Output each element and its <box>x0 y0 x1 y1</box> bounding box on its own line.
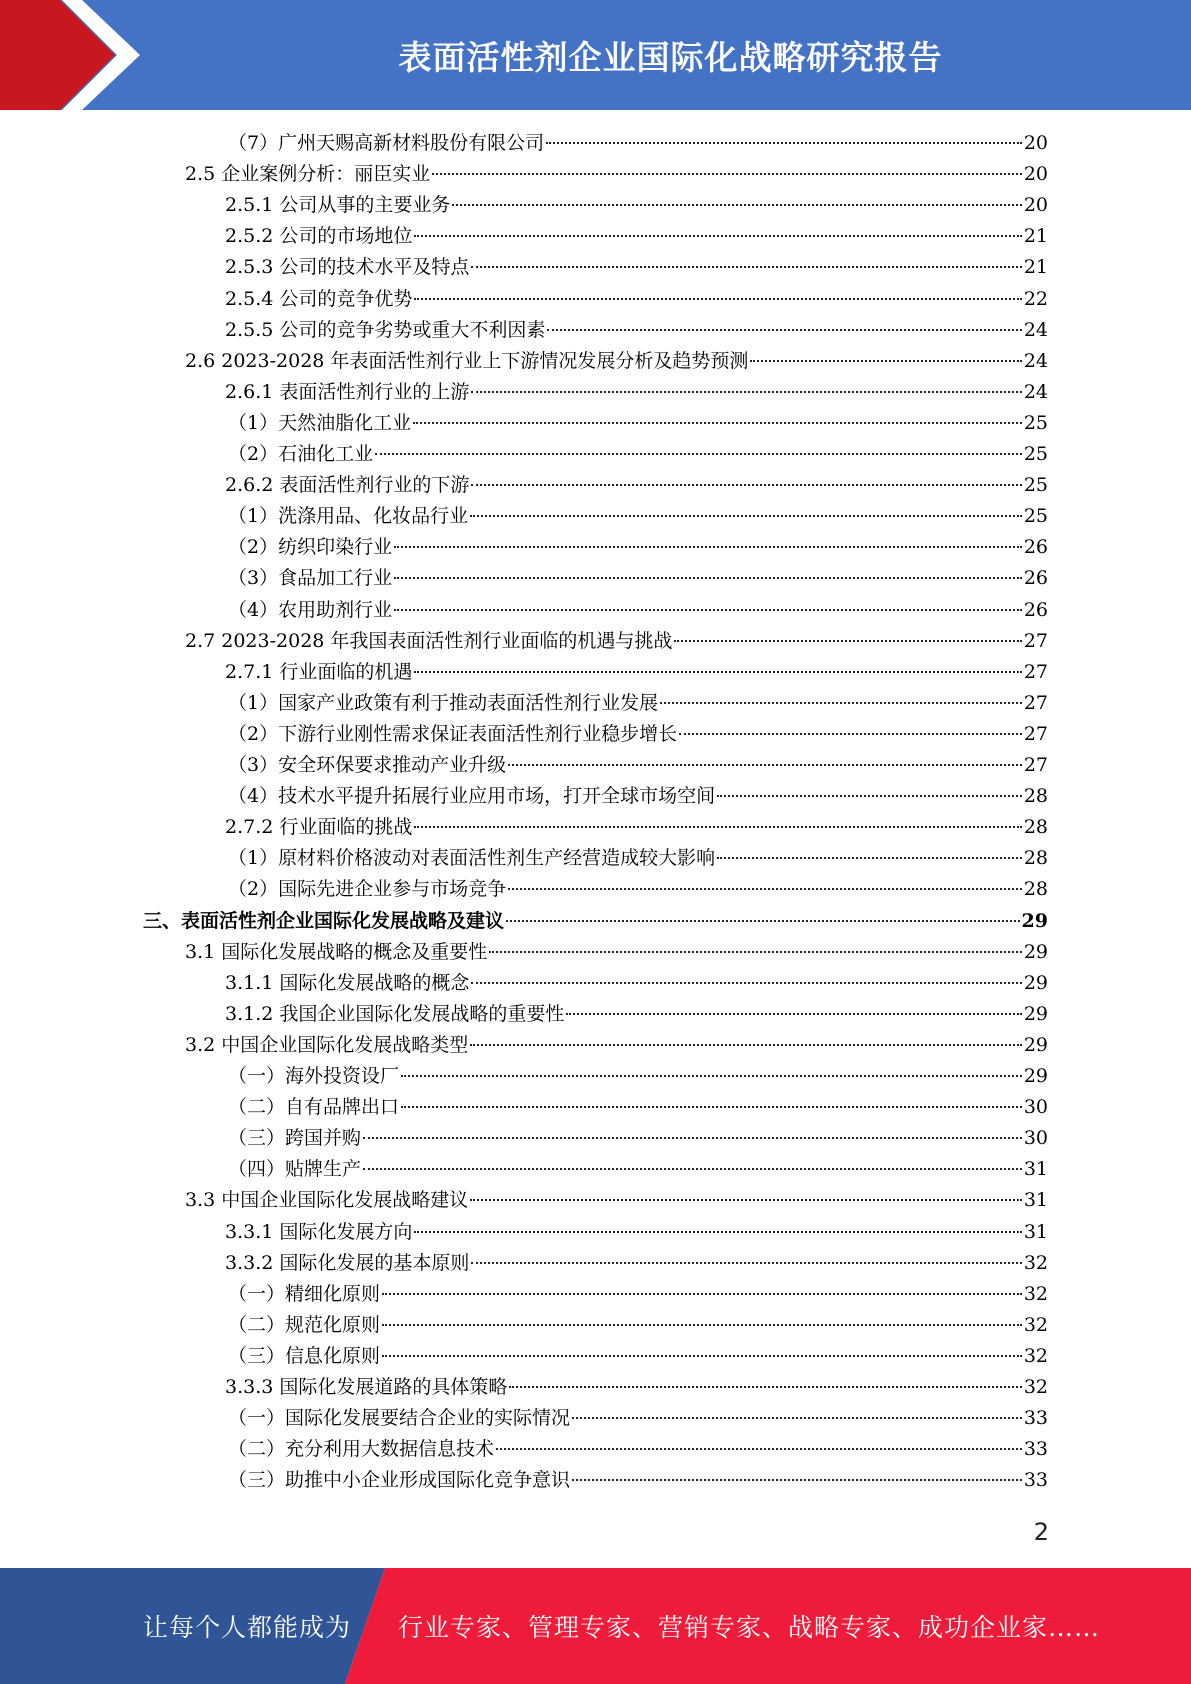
toc-entry[interactable] <box>185 1185 1048 1216</box>
toc-entry-title: 2.5.4 公司的竞争优势 <box>225 287 413 310</box>
toc-entry-title: 2.7.2 行业面临的挑战 <box>225 816 413 839</box>
toc-leader-dots <box>471 1262 1021 1264</box>
toc-entry-page: 33 <box>1023 1407 1048 1430</box>
toc-entry-page: 32 <box>1023 1251 1048 1274</box>
toc-entry-page: 25 <box>1023 474 1048 497</box>
toc-entry-title: 3.1.2 我国企业国际化发展战略的重要性 <box>225 1002 565 1025</box>
toc-entry-title: （二）规范化原则 <box>228 1313 381 1336</box>
toc-leader-dots <box>546 142 1022 144</box>
toc-entry[interactable] <box>225 1248 1048 1279</box>
toc-entry-title: （一）国际化发展要结合企业的实际情况 <box>228 1407 571 1430</box>
toc-entry-page: 32 <box>1023 1344 1048 1367</box>
chevron-logo-icon <box>0 0 160 110</box>
page-number: 2 <box>1033 1518 1049 1546</box>
toc-entry[interactable] <box>228 439 1048 470</box>
toc-leader-dots <box>413 422 1022 424</box>
toc-entry[interactable] <box>228 1092 1048 1123</box>
toc-entry[interactable] <box>225 657 1048 688</box>
toc-leader-dots <box>508 764 1022 766</box>
toc-entry-page: 24 <box>1023 318 1048 341</box>
toc-entry-title: （1）原材料价格波动对表面活性剂生产经营造成较大影响 <box>228 847 716 870</box>
toc-leader-dots <box>414 298 1021 300</box>
toc-entry-title: （三）信息化原则 <box>228 1344 381 1367</box>
toc-entry-title: （三）跨国并购 <box>228 1127 362 1150</box>
toc-entry-title: （7）广州天赐高新材料股份有限公司 <box>228 132 545 154</box>
toc-entry[interactable] <box>225 377 1048 408</box>
toc-entry[interactable] <box>228 1465 1048 1496</box>
toc-entry[interactable] <box>228 1310 1048 1341</box>
toc-entry-page: 29 <box>1021 909 1048 932</box>
toc-entry[interactable] <box>228 874 1048 905</box>
toc-entry-title: 3.1 国际化发展战略的概念及重要性 <box>185 940 488 963</box>
toc-leader-dots <box>717 857 1022 859</box>
toc-entry-title: 2.5 企业案例分析：丽臣实业 <box>185 163 431 186</box>
toc-entry-page: 22 <box>1023 287 1048 310</box>
toc-entry-title: （一）海外投资设厂 <box>228 1065 400 1087</box>
footer-slogan-left: 让每个人都能成为 <box>143 1613 352 1642</box>
toc-entry-title: （四）贴牌生产 <box>228 1158 362 1181</box>
toc-entry-title: 3.3.3 国际化发展道路的具体策略 <box>225 1376 508 1398</box>
toc-entry[interactable] <box>228 719 1048 750</box>
toc-entry-title: （2）下游行业刚性需求保证表面活性剂行业稳步增长 <box>228 722 678 745</box>
toc-entry-page: 27 <box>1023 660 1048 683</box>
toc-entry[interactable] <box>228 1279 1048 1310</box>
toc-entry-title: 3.3 中国企业国际化发展战略建议 <box>185 1189 469 1212</box>
toc-leader-dots <box>470 1044 1022 1046</box>
toc-entry[interactable] <box>228 563 1048 594</box>
toc-leader-dots <box>382 1324 1022 1326</box>
toc-entry-title: 2.6.2 表面活性剂行业的下游 <box>225 474 470 497</box>
toc-entry[interactable] <box>225 190 1048 221</box>
toc-entry-title: （二）充分利用大数据信息技术 <box>228 1438 495 1461</box>
toc-leader-dots <box>471 982 1021 984</box>
toc-entry-page: 32 <box>1023 1376 1048 1398</box>
toc-entry[interactable] <box>225 999 1048 1030</box>
toc-entry-page: 31 <box>1023 1189 1048 1212</box>
toc-entry[interactable] <box>185 937 1048 968</box>
toc-entry-title: 2.7 2023-2028 年我国表面活性剂行业面临的机遇与挑战 <box>185 629 673 652</box>
toc-entry-page: 20 <box>1023 194 1048 217</box>
toc-entry-page: 24 <box>1023 380 1048 403</box>
toc-entry-title: 2.7.1 行业面临的机遇 <box>225 660 413 683</box>
toc-entry[interactable] <box>185 626 1048 657</box>
toc-entry[interactable] <box>225 470 1048 501</box>
toc-leader-dots <box>382 1355 1022 1357</box>
toc-leader-dots <box>452 204 1021 206</box>
toc-entry-page: 25 <box>1023 443 1048 465</box>
toc-entry[interactable] <box>225 284 1048 315</box>
toc-entry[interactable] <box>228 532 1048 563</box>
toc-entry-page: 29 <box>1023 1002 1048 1025</box>
toc-leader-dots <box>674 640 1021 642</box>
toc-leader-dots <box>547 329 1021 331</box>
toc-leader-dots <box>414 1231 1021 1233</box>
toc-leader-dots <box>414 235 1021 237</box>
toc-entry-title: 3.1.1 国际化发展战略的概念 <box>225 971 470 994</box>
toc-entry-title: 3.3.1 国际化发展方向 <box>225 1220 413 1243</box>
toc-entry[interactable] <box>225 315 1048 346</box>
toc-entry[interactable] <box>228 781 1048 812</box>
toc-entry-page: 20 <box>1023 132 1048 154</box>
toc-entry-title: （三）助推中小企业形成国际化竞争意识 <box>228 1469 571 1492</box>
toc-entry[interactable] <box>228 1434 1048 1465</box>
toc-leader-dots <box>471 266 1021 268</box>
toc-entry-page: 30 <box>1023 1096 1048 1119</box>
toc-leader-dots <box>750 360 1021 362</box>
toc-entry-page: 29 <box>1023 940 1048 963</box>
toc-entry-title: 2.5.2 公司的市场地位 <box>225 225 413 248</box>
toc-entry-page: 31 <box>1023 1158 1048 1181</box>
toc-entry-page: 28 <box>1023 878 1048 901</box>
toc-entry[interactable] <box>228 1061 1048 1092</box>
toc-leader-dots <box>566 1013 1021 1015</box>
toc-entry[interactable] <box>143 906 1048 937</box>
toc-entry-title: （1）洗涤用品、化妆品行业 <box>228 505 469 528</box>
toc-entry[interactable] <box>228 1341 1048 1372</box>
toc-entry[interactable] <box>228 1154 1048 1185</box>
toc-entry-title: （二）自有品牌出口 <box>228 1096 400 1119</box>
toc-entry[interactable] <box>225 812 1048 843</box>
toc-entry-page: 28 <box>1023 816 1048 839</box>
toc-leader-dots <box>471 484 1021 486</box>
toc-entry[interactable] <box>228 595 1048 626</box>
toc-entry-title: （4）技术水平提升拓展行业应用市场，打开全球市场空间 <box>228 785 716 808</box>
toc-entry-page: 24 <box>1023 349 1048 372</box>
toc-entry[interactable] <box>185 346 1048 377</box>
toc-entry-page: 32 <box>1023 1313 1048 1336</box>
toc-entry[interactable] <box>228 843 1048 874</box>
toc-entry-title: （2）石油化工业 <box>228 443 374 465</box>
toc-entry[interactable] <box>228 688 1048 719</box>
toc-entry[interactable] <box>228 128 1048 159</box>
toc-entry[interactable] <box>185 1030 1048 1061</box>
toc-leader-dots <box>470 1199 1022 1201</box>
toc-entry-title: （4）农用助剂行业 <box>228 598 393 621</box>
toc-entry[interactable] <box>225 252 1048 283</box>
toc-entry[interactable] <box>228 408 1048 439</box>
toc-leader-dots <box>375 453 1022 455</box>
toc-leader-dots <box>394 609 1022 611</box>
toc-leader-dots <box>717 795 1022 797</box>
toc-leader-dots <box>509 1386 1021 1388</box>
toc-leader-dots <box>401 1106 1022 1108</box>
toc-leader-dots <box>506 920 1020 922</box>
toc-entry-page: 29 <box>1023 971 1048 994</box>
toc-entry-page: 26 <box>1023 567 1048 590</box>
toc-entry-title: （3）食品加工行业 <box>228 567 393 590</box>
toc-entry[interactable] <box>228 1123 1048 1154</box>
toc-entry-page: 21 <box>1023 256 1048 279</box>
toc-entry-page: 32 <box>1023 1282 1048 1305</box>
toc-entry-page: 28 <box>1023 785 1048 808</box>
toc-entry-page: 33 <box>1023 1469 1048 1492</box>
toc-leader-dots <box>508 888 1022 890</box>
toc-leader-dots <box>363 1168 1022 1170</box>
toc-entry-page: 27 <box>1023 691 1048 714</box>
toc-entry[interactable] <box>228 750 1048 781</box>
toc-entry-page: 29 <box>1023 1033 1048 1056</box>
toc-leader-dots <box>394 546 1022 548</box>
toc-entry[interactable] <box>225 221 1048 252</box>
toc-entry-title: （2）国际先进企业参与市场竞争 <box>228 878 507 901</box>
toc-leader-dots <box>470 515 1022 517</box>
page-footer <box>0 1568 1191 1684</box>
toc-entry[interactable] <box>228 1403 1048 1434</box>
toc-entry-page: 27 <box>1023 629 1048 652</box>
toc-entry-page: 28 <box>1023 847 1048 870</box>
toc-leader-dots <box>496 1448 1022 1450</box>
page-header <box>0 0 1191 110</box>
toc-entry-page: 26 <box>1023 536 1048 559</box>
toc-entry-title: 2.6.1 表面活性剂行业的上游 <box>225 380 470 403</box>
toc-entry-title: 2.5.1 公司从事的主要业务 <box>225 194 451 217</box>
toc-entry-page: 27 <box>1023 754 1048 776</box>
toc-leader-dots <box>572 1479 1022 1481</box>
toc-entry-title: （一）精细化原则 <box>228 1282 381 1305</box>
toc-entry-title: （3）安全环保要求推动产业升级 <box>228 754 507 776</box>
toc-leader-dots <box>432 173 1022 175</box>
toc-leader-dots <box>489 951 1022 953</box>
toc-entry-title: 3.2 中国企业国际化发展战略类型 <box>185 1033 469 1056</box>
toc-entry-page: 25 <box>1023 411 1048 434</box>
toc-entry-page: 30 <box>1023 1127 1048 1150</box>
toc-entry-title: 3.3.2 国际化发展的基本原则 <box>225 1251 470 1274</box>
toc-entry-title: （1）天然油脂化工业 <box>228 411 412 434</box>
toc-leader-dots <box>414 671 1021 673</box>
toc-entry-title: 三、表面活性剂企业国际化发展战略及建议 <box>143 909 505 932</box>
toc-entry-title: （1）国家产业政策有利于推动表面活性剂行业发展 <box>228 691 659 714</box>
toc-entry-page: 33 <box>1023 1438 1048 1461</box>
footer-slogan-right: 行业专家、管理专家、营销专家、战略专家、成功企业家…… <box>398 1613 1101 1642</box>
toc-leader-dots <box>382 1293 1022 1295</box>
toc-leader-dots <box>660 702 1022 704</box>
toc-entry-page: 26 <box>1023 598 1048 621</box>
toc-entry-page: 25 <box>1023 505 1048 528</box>
toc-entry-page: 21 <box>1023 225 1048 248</box>
toc-entry-title: （2）纺织印染行业 <box>228 536 393 559</box>
toc-entry[interactable] <box>225 968 1048 999</box>
toc-leader-dots <box>401 1075 1022 1077</box>
toc-leader-dots <box>471 391 1021 393</box>
toc-entry-page: 27 <box>1023 722 1048 745</box>
toc-leader-dots <box>363 1137 1022 1139</box>
toc-entry[interactable] <box>228 501 1048 532</box>
toc-entry-title: 2.5.3 公司的技术水平及特点 <box>225 256 470 279</box>
toc-entry[interactable] <box>225 1217 1048 1248</box>
toc-entry-page: 29 <box>1023 1065 1048 1087</box>
toc-entry-page: 20 <box>1023 163 1048 186</box>
toc-entry[interactable] <box>225 1372 1048 1403</box>
toc-entry-page: 31 <box>1023 1220 1048 1243</box>
toc-entry[interactable] <box>185 159 1048 190</box>
toc-leader-dots <box>394 577 1022 579</box>
toc-entry-title: 2.5.5 公司的竞争劣势或重大不利因素 <box>225 318 546 341</box>
toc-entry-title: 2.6 2023-2028 年表面活性剂行业上下游情况发展分析及趋势预测 <box>185 349 749 372</box>
report-title: 表面活性剂企业国际化战略研究报告 <box>398 37 943 77</box>
toc-leader-dots <box>679 733 1022 735</box>
toc-leader-dots <box>414 826 1021 828</box>
toc-leader-dots <box>572 1417 1022 1419</box>
